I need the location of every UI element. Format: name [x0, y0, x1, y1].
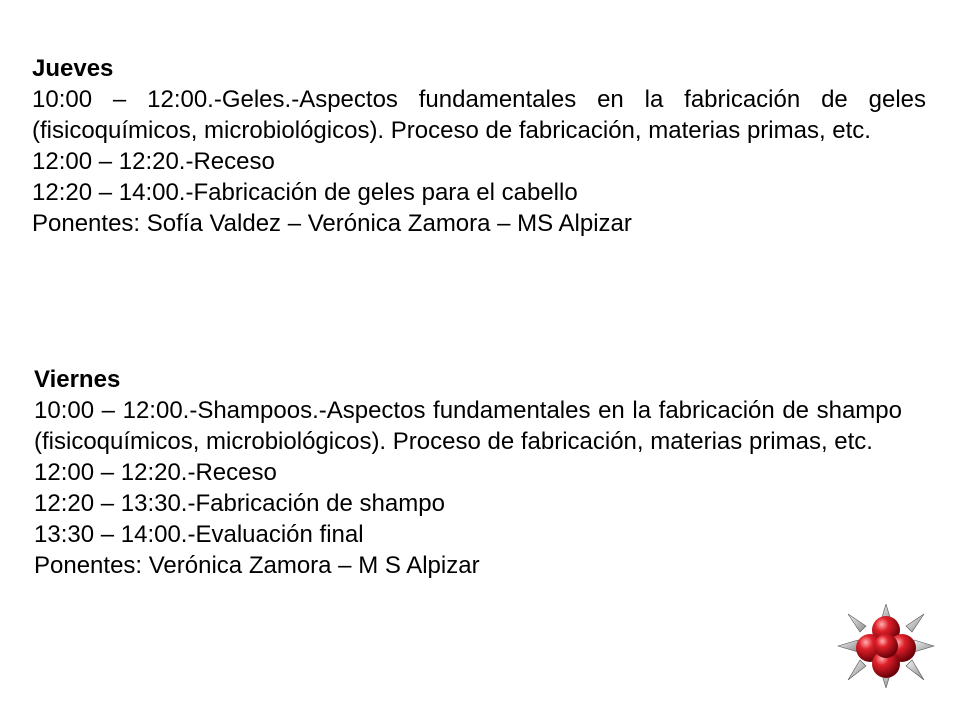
- jueves-item-receso: 12:00 – 12:20.-Receso: [32, 148, 275, 175]
- jueves-section: [32, 53, 926, 239]
- molecule-icon: [836, 604, 936, 688]
- jueves-speakers: Ponentes: Sofía Valdez – Verónica Zamora – MS Alpizar: [32, 210, 632, 237]
- viernes-speakers: Ponentes: Verónica Zamora – M S Alpizar: [34, 552, 480, 579]
- jueves-item-fabricacion: 12:20 – 14:00.-Fabricación de geles para el cabello: [32, 179, 578, 206]
- viernes-description: 10:00 – 12:00.-Shampoos.-Aspectos fundamentales en la fabricación de shampo (fisicoquímicos, microbiológicos). Proceso de fabricación, materias primas, etc.: [34, 397, 902, 455]
- viernes-item-fabricacion: 12:20 – 13:30.-Fabricación de shampo: [34, 490, 445, 517]
- viernes-item-evaluacion: 13:30 – 14:00.-Evaluación final: [34, 521, 364, 548]
- viernes-title: Viernes: [34, 366, 121, 393]
- jueves-description: 10:00 – 12:00.-Geles.-Aspectos fundamentales en la fabricación de geles (fisicoquímicos, microbiológicos). Proceso de fabricación, materias primas, etc.: [32, 86, 926, 144]
- viernes-section: [34, 364, 902, 581]
- jueves-title: Jueves: [32, 55, 114, 82]
- viernes-item-receso: 12:00 – 12:20.-Receso: [34, 459, 277, 486]
